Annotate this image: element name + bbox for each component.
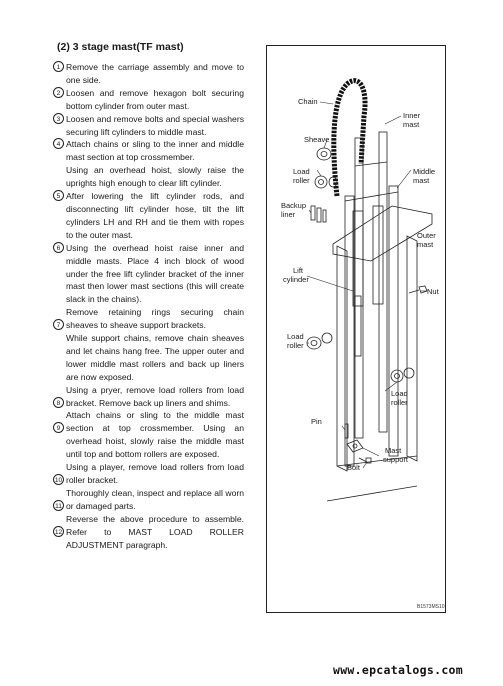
step-text: While support chains, remove chain sheaves and let chains hang free. The upper outer and lower middle mast rollers and back up liners are now exposed. [66, 333, 244, 382]
step-text: Loosen and remove bolts and special washers securing lift cylinders to middle mast. [66, 113, 244, 137]
label-load-roller-left [287, 332, 306, 350]
step-item [56, 113, 244, 139]
step-number-badge: 12 [53, 526, 64, 537]
label-load-roller-top-line2: roller [293, 176, 310, 185]
nut-drawing [409, 286, 427, 293]
step-number-badge: 1 [53, 61, 64, 72]
step-item [54, 461, 244, 487]
label-load-roller-right-line1: Load [391, 389, 408, 398]
label-load-roller-left-line2: roller [287, 341, 304, 350]
figure-code: B1573MS10 [417, 604, 445, 610]
step-number-badge: 11 [53, 500, 64, 511]
step-number-badge: 5 [53, 190, 64, 201]
label-bolt: Bolt [347, 463, 360, 472]
label-load-roller-right [391, 389, 410, 407]
label-chain: Chain [298, 97, 318, 106]
outer-mast-drawing [327, 206, 432, 501]
label-load-roller-left-line1: Load [287, 332, 304, 341]
step-number-badge: 10 [53, 474, 64, 485]
label-mast-support-line2: support [383, 455, 409, 464]
step-item [56, 190, 244, 242]
top-load-roller-drawing [315, 176, 337, 188]
label-middle-mast [413, 167, 437, 185]
section-heading: (2) 3 stage mast(TF mast) [57, 41, 184, 53]
sheave-drawing [317, 148, 331, 160]
step-text: Attach chains or sling to the middle mast section at top crossmember. Using an overhead hoist, slowly raise the middle mast until top and bottom rollers are exposed. [66, 410, 244, 460]
label-backup-liner-line1: Backup [281, 201, 307, 210]
step-text: Using a pryer, remove load rollers from load bracket. Remove back up liners and shims. [66, 384, 244, 408]
step-item [56, 138, 244, 190]
step-item [55, 487, 244, 513]
step-item [56, 409, 244, 461]
step-number-badge: 4 [53, 138, 64, 149]
step-item [54, 513, 244, 552]
step-text: Loosen and remove hexagon bolt securing bottom cylinder from outer mast. [66, 87, 244, 111]
step-text: Remove retaining rings securing chain sheaves to sheave support brackets. [66, 307, 244, 331]
step-number-badge: 3 [53, 113, 64, 124]
step-number-badge: 9 [53, 422, 64, 433]
label-load-roller-top [293, 167, 312, 185]
label-outer-mast [417, 231, 438, 249]
label-pin: Pin [311, 417, 322, 426]
label-middle-mast-line2: mast [413, 176, 430, 185]
pin-drawing [345, 424, 348, 438]
label-middle-mast-line1: Middle [413, 167, 436, 176]
step-text: Thoroughly clean, inspect and replace all worn or damaged parts. [66, 487, 244, 511]
step-item [56, 242, 244, 307]
left-load-roller-drawing [307, 333, 332, 349]
label-lift-cylinder [283, 266, 309, 284]
step-text: Using a player, remove load rollers from load roller bracket. [66, 462, 244, 485]
label-inner-mast [403, 111, 422, 129]
label-load-roller-top-line1: Load [293, 167, 310, 176]
label-lift-cylinder-line2: cylinder [283, 275, 309, 284]
footer-website: www.epcatalogs.com [332, 663, 463, 677]
mast-exploded-view [267, 46, 445, 612]
label-load-roller-right-line2: roller [391, 398, 408, 407]
procedure-steps [54, 61, 244, 551]
step-item [56, 61, 244, 87]
step-number-badge: 8 [53, 397, 64, 408]
step-item [56, 87, 244, 113]
mast-support-drawing [347, 440, 363, 452]
step-text: After lowering the lift cylinder rods, and disconnecting lift cylinder hose, tilt the lift cylinders LH and RH and tie them with ropes to the outer mast. [66, 191, 244, 240]
label-backup-liner-line2: liner [281, 210, 296, 219]
step-text: Attach chains or sling to the inner and middle mast section at top crossmember. [66, 139, 244, 163]
mast-diagram-figure [266, 45, 446, 613]
label-nut: Nut [427, 287, 439, 296]
label-inner-mast-line2: mast [403, 120, 420, 129]
step-text: Using the overhead hoist raise inner and middle masts. Place 4 inch block of wood under the free lift cylinder bracket of the inner mast then lower mast sections (this will create slack in the chains). [66, 242, 244, 305]
step-number-badge: 7 [53, 319, 64, 330]
label-mast-support-line1: Mast [385, 446, 402, 455]
right-load-roller-drawing [391, 368, 414, 382]
step-number-badge: 2 [53, 87, 64, 98]
step-text: Using an overhead hoist, slowly raise the uprights high enough to clear lift cylinder. [66, 165, 244, 189]
label-sheave: Sheave [304, 135, 330, 144]
backup-liner-drawing [311, 206, 326, 222]
label-inner-mast-line1: Inner [403, 111, 421, 120]
label-lift-cylinder-line1: Lift [293, 266, 304, 275]
step-item [56, 384, 244, 410]
label-outer-mast-line1: Outer [417, 231, 436, 240]
step-number-badge: 6 [53, 242, 64, 253]
step-item [56, 306, 244, 383]
step-text: Reverse the above procedure to assemble. Refer to MAST LOAD ROLLER ADJUSTMENT paragraph. [66, 513, 244, 550]
label-backup-liner [281, 201, 308, 219]
label-mast-support [383, 446, 409, 464]
label-outer-mast-line2: mast [417, 240, 434, 249]
step-text: Remove the carriage assembly and move to one side. [66, 62, 244, 85]
inner-mast-drawing [355, 132, 387, 438]
